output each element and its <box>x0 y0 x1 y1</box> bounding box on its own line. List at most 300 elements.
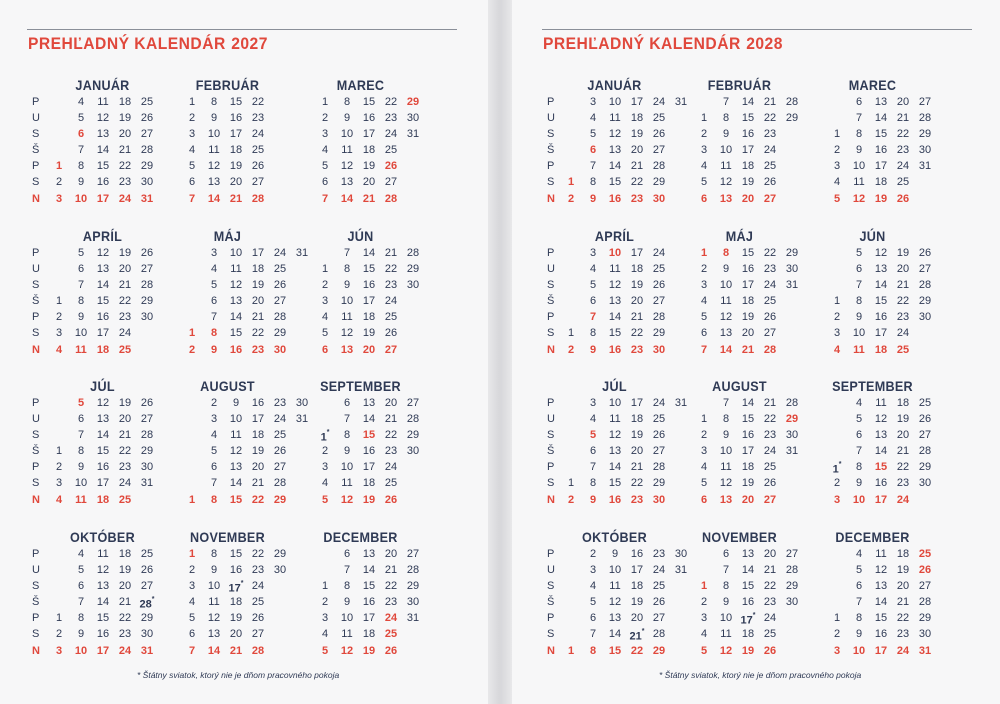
day-cell: 9 <box>343 279 351 292</box>
day-cell: 12 <box>719 477 733 490</box>
week-row <box>667 395 812 411</box>
day-cell: 5 <box>589 596 597 609</box>
day-cell: 20 <box>118 128 132 141</box>
title-rule <box>542 29 972 30</box>
day-cell: 29 <box>918 612 932 625</box>
day-cell: 6 <box>589 295 597 308</box>
day-cell: 20 <box>118 413 132 426</box>
month-name: DECEMBER <box>323 529 398 545</box>
day-cell: 4 <box>700 628 708 641</box>
week-row <box>800 261 945 277</box>
day-cell: 19 <box>118 564 132 577</box>
day-cell: 29 <box>406 96 420 108</box>
month-block <box>800 528 945 659</box>
week-row <box>22 261 167 277</box>
weekday-label: U <box>32 564 40 577</box>
week-row <box>288 309 433 325</box>
day-cell: 12 <box>340 160 354 173</box>
week-row <box>667 94 812 110</box>
day-cell: 7 <box>722 397 730 409</box>
day-cell: 28 <box>140 279 154 292</box>
day-cell: 27 <box>918 429 932 442</box>
day-cell: 22 <box>896 295 910 308</box>
day-cell: 19 <box>896 413 910 426</box>
day-cell: 8 <box>855 295 863 308</box>
week-row <box>534 594 679 610</box>
day-cell: 16 <box>229 564 243 577</box>
day-cell: 1 <box>188 493 196 506</box>
month-block <box>22 227 167 358</box>
day-cell: 12 <box>229 445 243 458</box>
weekday-label: Š <box>32 295 40 308</box>
week-row <box>667 309 812 325</box>
day-cell: 27 <box>406 397 420 409</box>
week-row <box>22 626 167 642</box>
month-block <box>288 76 433 207</box>
day-cell: 6 <box>700 327 708 340</box>
day-cell: 3 <box>188 128 196 141</box>
day-cell: 23 <box>118 628 132 641</box>
day-cell: 27 <box>763 493 777 506</box>
month-block <box>534 528 688 659</box>
day-cell: 8 <box>77 295 85 308</box>
week-row <box>22 475 167 491</box>
week-row <box>155 94 300 110</box>
day-cell: 21 <box>630 311 644 324</box>
day-cell: 5 <box>589 429 597 442</box>
day-cell: 26 <box>384 160 398 173</box>
month-name: AUGUST <box>200 378 255 394</box>
weekday-label: N <box>547 493 555 506</box>
day-cell: 7 <box>321 192 329 205</box>
day-cell: 28 <box>251 192 265 205</box>
day-cell: 17 <box>741 445 755 458</box>
day-cell: 29 <box>652 644 666 657</box>
day-cell: 2 <box>700 128 708 141</box>
day-cell: 28 <box>785 564 799 577</box>
day-cell: 20 <box>118 263 132 276</box>
day-cell: 26 <box>140 397 154 409</box>
day-cell: 16 <box>741 128 755 141</box>
day-cell: 28 <box>785 397 799 409</box>
day-cell: 12 <box>852 192 866 205</box>
day-cell: 8 <box>210 493 218 506</box>
day-cell: 27 <box>918 263 932 276</box>
day-cell: 27 <box>384 343 398 356</box>
day-cell: 4 <box>55 493 63 506</box>
day-cell: 29 <box>406 263 420 276</box>
day-cell: 29 <box>140 160 154 173</box>
day-cell: 6 <box>855 580 863 593</box>
day-cell: 4 <box>77 96 85 108</box>
day-cell: 10 <box>852 493 866 506</box>
weekday-label: P <box>32 96 40 108</box>
week-row <box>667 126 812 142</box>
day-cell: 8 <box>855 461 863 474</box>
day-cell: 3 <box>55 477 63 490</box>
day-cell: 19 <box>896 247 910 259</box>
day-cell: 6 <box>321 176 329 189</box>
week-row <box>667 142 812 158</box>
day-cell: 17 <box>362 612 376 625</box>
holiday-asterisk: * <box>838 461 842 469</box>
day-cell: 14 <box>96 144 110 157</box>
day-cell: 18 <box>741 295 755 308</box>
day-cell: 5 <box>321 160 329 173</box>
day-cell: 25 <box>140 548 154 560</box>
day-cell: 23 <box>118 176 132 189</box>
week-row <box>534 492 679 508</box>
day-cell: 13 <box>96 263 110 276</box>
day-cell: 21 <box>251 477 265 490</box>
day-cell: 4 <box>589 580 597 593</box>
week-row <box>155 610 300 626</box>
day-cell: 23 <box>763 263 777 276</box>
day-cell: 7 <box>188 644 196 657</box>
day-cell: 13 <box>96 128 110 141</box>
day-cell: 1 <box>567 477 575 490</box>
weekday-label: U <box>547 112 555 125</box>
day-cell: 25 <box>918 397 932 409</box>
weekday-label: N <box>32 493 40 506</box>
weekday-label: P <box>32 311 40 324</box>
week-row <box>288 643 433 659</box>
day-cell: 24 <box>384 295 398 308</box>
week-row <box>800 142 945 158</box>
day-cell: 7 <box>77 429 85 442</box>
week-row <box>800 309 945 325</box>
day-cell: 26 <box>140 247 154 259</box>
day-cell: 16 <box>229 343 243 356</box>
day-cell: 6 <box>188 176 196 189</box>
day-cell: 7 <box>77 596 85 609</box>
day-cell: 8 <box>210 548 218 560</box>
week-row <box>667 277 812 293</box>
week-row <box>534 325 679 341</box>
day-cell: 8 <box>77 160 85 173</box>
day-cell: 18 <box>251 263 265 276</box>
week-row <box>22 94 167 110</box>
day-cell: 20 <box>763 548 777 560</box>
week-row <box>534 411 679 427</box>
day-cell: 12 <box>229 279 243 292</box>
day-cell: 17 <box>741 279 755 292</box>
day-cell: 31 <box>918 644 932 657</box>
day-cell: 18 <box>118 96 132 108</box>
day-cell: 16 <box>96 461 110 474</box>
day-cell: 19 <box>896 564 910 577</box>
day-cell: 17 <box>874 644 888 657</box>
day-cell: 7 <box>77 144 85 157</box>
day-cell: 27 <box>140 263 154 276</box>
day-cell: 3 <box>589 564 597 577</box>
week-row <box>667 546 812 562</box>
day-cell: 20 <box>630 612 644 625</box>
day-cell: 25 <box>896 343 910 356</box>
day-cell: 7 <box>855 445 863 458</box>
weekday-label: S <box>547 580 555 593</box>
day-cell: 25 <box>652 112 666 125</box>
week-row <box>800 594 945 610</box>
week-row <box>22 174 167 190</box>
day-cell: 18 <box>118 548 132 560</box>
week-row <box>800 110 945 126</box>
day-cell: 19 <box>362 160 376 173</box>
day-cell: 12 <box>608 596 622 609</box>
week-row <box>534 261 679 277</box>
weekday-label: P <box>32 247 40 259</box>
week-row <box>288 594 433 610</box>
day-cell: 29 <box>652 327 666 340</box>
week-row <box>534 626 679 642</box>
day-cell: 1* <box>832 461 842 477</box>
week-row <box>667 411 812 427</box>
day-cell: 4 <box>210 429 218 442</box>
day-cell: 31 <box>674 397 688 409</box>
day-cell: 7 <box>589 160 597 173</box>
week-row <box>534 342 679 358</box>
day-cell: 13 <box>719 327 733 340</box>
day-cell: 5 <box>700 311 708 324</box>
day-cell: 5 <box>589 279 597 292</box>
day-cell: 28 <box>273 311 287 324</box>
month-block <box>288 528 433 659</box>
day-cell: 12 <box>340 493 354 506</box>
day-cell: 6 <box>321 343 329 356</box>
week-row <box>667 325 812 341</box>
day-cell: 14 <box>741 564 755 577</box>
day-cell: 4 <box>188 144 196 157</box>
day-cell: 2 <box>321 112 329 125</box>
day-cell: 17 <box>874 493 888 506</box>
day-cell: 1 <box>55 445 63 458</box>
day-cell: 9 <box>77 461 85 474</box>
day-cell: 3 <box>589 247 597 259</box>
day-cell: 20 <box>251 295 265 308</box>
week-row <box>288 245 433 261</box>
day-cell: 4 <box>589 263 597 276</box>
day-cell: 9 <box>855 311 863 324</box>
week-row <box>288 325 433 341</box>
day-cell: 19 <box>251 279 265 292</box>
day-cell: 21 <box>362 192 376 205</box>
day-cell: 21 <box>118 429 132 442</box>
day-cell: 3 <box>700 279 708 292</box>
day-cell: 15 <box>362 263 376 276</box>
day-cell: 15 <box>96 160 110 173</box>
day-cell: 28 <box>384 192 398 205</box>
month-block <box>155 528 300 659</box>
month-block <box>22 528 167 659</box>
day-cell: 25 <box>251 144 265 157</box>
week-row <box>22 546 167 562</box>
day-cell: 2 <box>55 628 63 641</box>
week-row <box>288 626 433 642</box>
day-cell: 3 <box>55 327 63 340</box>
week-row <box>800 395 945 411</box>
day-cell: 10 <box>719 612 733 625</box>
day-cell: 19 <box>741 644 755 657</box>
weekday-label: Š <box>32 144 40 157</box>
day-cell: 3 <box>321 461 329 474</box>
month-block <box>800 227 945 358</box>
weekday-label: Š <box>547 596 555 609</box>
month-name: NOVEMBER <box>702 529 777 545</box>
day-cell: 14 <box>608 160 622 173</box>
day-cell: 29 <box>652 176 666 189</box>
day-cell: 31 <box>295 413 309 426</box>
book-gutter <box>488 0 512 704</box>
day-cell: 18 <box>741 160 755 173</box>
day-cell: 18 <box>630 413 644 426</box>
day-cell: 8 <box>722 112 730 125</box>
week-row <box>800 643 945 659</box>
day-cell: 2 <box>55 311 63 324</box>
day-cell: 30 <box>918 477 932 490</box>
day-cell: 25 <box>140 96 154 108</box>
day-cell: 16 <box>229 112 243 125</box>
day-cell: 17 <box>874 160 888 173</box>
day-cell: 3 <box>321 295 329 308</box>
weekday-label: Š <box>32 596 40 609</box>
week-row <box>667 427 812 443</box>
day-cell: 28 <box>652 160 666 173</box>
week-row <box>800 546 945 562</box>
day-cell: 11 <box>97 96 109 108</box>
week-row <box>22 395 167 411</box>
day-cell: 22 <box>763 112 777 125</box>
week-row <box>534 126 679 142</box>
day-cell: 8 <box>722 580 730 593</box>
week-row <box>667 191 812 207</box>
day-cell: 30 <box>785 596 799 609</box>
day-cell: 20 <box>741 192 755 205</box>
day-cell: 24 <box>763 279 777 292</box>
week-row <box>667 562 812 578</box>
day-cell: 25 <box>763 160 777 173</box>
day-cell: 2 <box>188 343 196 356</box>
day-cell: 28 <box>785 96 799 108</box>
day-cell: 10 <box>340 128 354 141</box>
week-row <box>22 492 167 508</box>
day-cell: 13 <box>96 413 110 426</box>
day-cell: 16 <box>362 445 376 458</box>
week-row <box>667 578 812 594</box>
day-cell: 28 <box>652 311 666 324</box>
day-cell: 11 <box>341 144 353 157</box>
day-cell: 3 <box>321 612 329 625</box>
day-cell: 22 <box>384 263 398 276</box>
day-cell: 10 <box>74 327 88 340</box>
day-cell: 16 <box>362 279 376 292</box>
day-cell: 31 <box>674 564 688 577</box>
day-cell: 21 <box>630 160 644 173</box>
week-row <box>288 126 433 142</box>
day-cell: 5 <box>700 644 708 657</box>
day-cell: 25 <box>652 263 666 276</box>
day-cell: 3 <box>833 327 841 340</box>
week-row <box>155 325 300 341</box>
day-cell: 5 <box>321 493 329 506</box>
day-cell: 1 <box>55 160 63 173</box>
day-cell: 11 <box>230 429 242 442</box>
day-cell: 1 <box>833 128 841 141</box>
day-cell: 26 <box>918 564 932 577</box>
week-row <box>800 443 945 459</box>
day-cell: 17 <box>229 128 243 141</box>
day-cell: 7 <box>77 279 85 292</box>
day-cell: 29 <box>785 112 799 125</box>
day-cell: 6 <box>343 548 351 560</box>
day-cell: 15 <box>229 327 243 340</box>
day-cell: 20 <box>896 96 910 108</box>
day-cell: 8 <box>343 96 351 108</box>
day-cell: 12 <box>207 612 221 625</box>
week-row <box>800 475 945 491</box>
month-block <box>22 377 167 508</box>
day-cell: 24 <box>118 477 132 490</box>
week-row <box>534 142 679 158</box>
day-cell: 14 <box>207 192 221 205</box>
day-cell: 11 <box>341 628 353 641</box>
week-row <box>534 578 679 594</box>
week-row <box>288 158 433 174</box>
day-cell: 30 <box>785 263 799 276</box>
day-cell: 5 <box>188 612 196 625</box>
day-cell: 14 <box>741 96 755 108</box>
week-row <box>288 277 433 293</box>
day-cell: 1 <box>321 263 329 276</box>
day-cell: 3 <box>833 160 841 173</box>
day-cell: 11 <box>609 580 621 593</box>
week-row <box>155 158 300 174</box>
day-cell: 22 <box>630 176 644 189</box>
day-cell: 31 <box>140 644 154 657</box>
day-cell: 22 <box>118 612 132 625</box>
day-cell: 20 <box>741 493 755 506</box>
week-row <box>800 293 945 309</box>
month-block <box>288 227 433 358</box>
month-name: MÁJ <box>725 228 754 244</box>
day-cell: 27 <box>140 580 154 593</box>
day-cell: 12 <box>96 564 110 577</box>
day-cell: 28 <box>273 477 287 490</box>
day-cell: 6 <box>855 263 863 276</box>
title-year: 2028 <box>746 34 783 53</box>
day-cell: 5 <box>700 477 708 490</box>
day-cell: 27 <box>406 548 420 560</box>
day-cell: 4 <box>589 413 597 426</box>
day-cell: 22 <box>630 327 644 340</box>
day-cell: 20 <box>362 343 376 356</box>
day-cell: 7 <box>210 311 218 324</box>
week-row <box>155 110 300 126</box>
day-cell: 17 <box>96 477 110 490</box>
day-cell: 21 <box>118 144 132 157</box>
day-cell: 29 <box>273 327 287 340</box>
day-cell: 26 <box>896 192 910 205</box>
day-cell: 13 <box>874 263 888 276</box>
day-cell: 2 <box>700 429 708 442</box>
week-row <box>800 174 945 190</box>
day-cell: 14 <box>96 429 110 442</box>
day-cell: 30 <box>674 548 688 560</box>
day-cell: 16 <box>741 263 755 276</box>
week-row <box>800 325 945 341</box>
day-cell: 1 <box>567 327 575 340</box>
day-cell: 24 <box>118 192 132 205</box>
day-cell: 27 <box>273 295 287 308</box>
